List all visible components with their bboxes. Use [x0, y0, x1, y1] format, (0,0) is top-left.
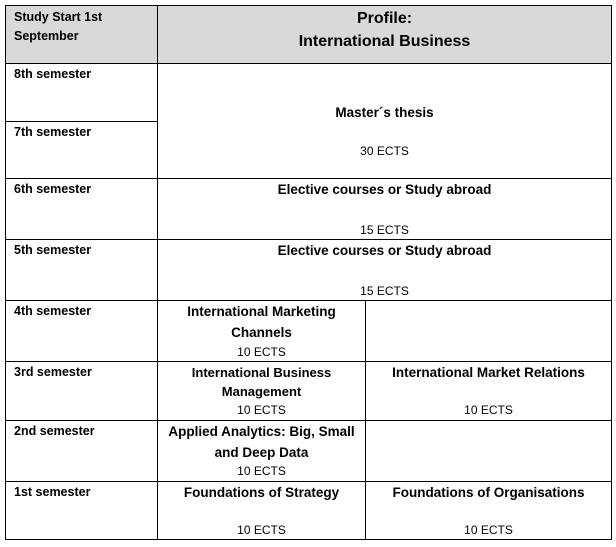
semester-2-course-title-line-2: and Deep Data: [214, 445, 309, 460]
semester-6-course-ects: 15 ECTS: [360, 223, 409, 237]
semester-3-course-a-title-line-1: International Business: [191, 365, 332, 380]
semester-3-course-b-ects: 10 ECTS: [464, 403, 513, 417]
semester-row-5: [6, 240, 612, 301]
semester-2-empty-cell: [366, 421, 612, 482]
masters-thesis-title: Master´s thesis: [335, 105, 434, 120]
study-start-line-1: Study Start 1st: [14, 10, 103, 24]
semester-1-course-b-ects: 10 ECTS: [464, 523, 513, 537]
semester-2-course-ects: 10 ECTS: [237, 464, 286, 478]
semester-1-course-a-cell: [158, 482, 366, 540]
semester-4-course-cell: [158, 301, 366, 362]
semester-3-course-b-cell: [366, 362, 612, 421]
study-start-header: [6, 6, 158, 64]
semester-8-label: 8th semester: [6, 64, 158, 122]
semester-3-course-a-title-line-2: Management: [221, 384, 302, 399]
semester-3-course-a-ects: 10 ECTS: [237, 403, 286, 417]
profile-header: [158, 6, 612, 64]
masters-thesis-cell: [158, 64, 612, 179]
semester-row-6: [6, 179, 612, 240]
profile-label: Profile:: [356, 10, 413, 27]
semester-3-course-a-cell: [158, 362, 366, 421]
study-start-line-2: September: [14, 29, 79, 43]
header-row: [6, 6, 612, 64]
semester-5-course-title: Elective courses or Study abroad: [277, 243, 492, 258]
semester-7-label: 7th semester: [6, 122, 158, 179]
semester-3-label: 3rd semester: [6, 362, 158, 421]
semester-1-course-b-title: Foundations of Organisations: [392, 485, 585, 500]
semester-4-course-title-line-2: Channels: [231, 325, 292, 340]
semester-6-course-title: Elective courses or Study abroad: [277, 182, 492, 197]
semester-row-3: [6, 362, 612, 421]
semester-3-course-b-title: International Market Relations: [392, 365, 585, 380]
semester-1-course-a-ects: 10 ECTS: [237, 523, 286, 537]
semester-1-course-a-title: Foundations of Strategy: [183, 485, 340, 500]
semester-4-course-title-line-1: International Marketing: [187, 304, 336, 319]
semester-2-course-cell: [158, 421, 366, 482]
study-plan-table: [5, 5, 612, 540]
semester-5-label: 5th semester: [6, 240, 158, 301]
semester-4-course-ects: 10 ECTS: [237, 345, 286, 359]
semester-1-label: 1st semester: [6, 482, 158, 540]
semester-4-empty-cell: [366, 301, 612, 362]
semester-row-4: [6, 301, 612, 362]
semester-2-course-title-line-1: Applied Analytics: Big, Small: [168, 424, 355, 439]
semester-4-label: 4th semester: [6, 301, 158, 362]
profile-name: International Business: [298, 33, 471, 50]
semester-6-course-cell: [158, 179, 612, 240]
semester-1-course-b-cell: [366, 482, 612, 540]
semester-6-label: 6th semester: [6, 179, 158, 240]
semester-row-2: [6, 421, 612, 482]
masters-thesis-ects: 30 ECTS: [360, 144, 409, 158]
semester-row-1: [6, 482, 612, 540]
semester-2-label: 2nd semester: [6, 421, 158, 482]
semester-row-8: [6, 64, 612, 122]
semester-5-course-ects: 15 ECTS: [360, 284, 409, 298]
semester-5-course-cell: [158, 240, 612, 301]
